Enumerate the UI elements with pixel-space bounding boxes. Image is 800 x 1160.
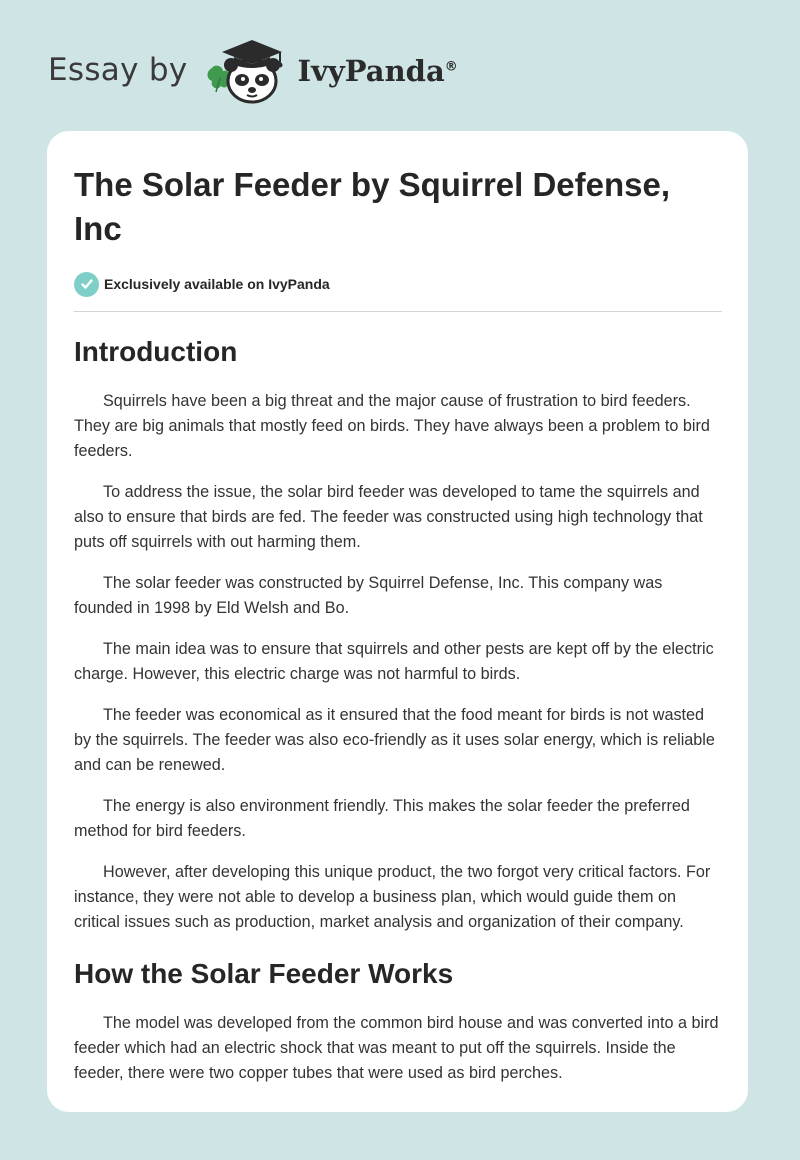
badge-label: Exclusively available on IvyPanda	[104, 276, 330, 292]
brand-prefix: Essay by	[48, 52, 188, 88]
divider	[74, 311, 722, 312]
exclusive-badge	[74, 271, 722, 297]
paragraph: The solar feeder was constructed by Squirrel Defense, Inc. This company was founded in 1998 by Eld Welsh and Bo.	[74, 574, 663, 617]
paragraph: To address the issue, the solar bird feeder was developed to tame the squirrels and also to ensure that birds are fed. The feeder was constructed using high technology that puts off squirrels with out harming them.	[74, 483, 703, 551]
section-heading: How the Solar Feeder Works	[74, 958, 454, 989]
section-introduction	[74, 335, 722, 935]
panda-graduation-cap-icon	[202, 34, 294, 106]
article-card	[47, 131, 748, 1112]
paragraph: The main idea was to ensure that squirrels and other pests are kept off by the electric charge. However, this electric charge was not harmful to birds.	[74, 640, 714, 683]
section-how-it-works	[74, 957, 722, 1086]
paragraph: The model was developed from the common bird house and was converted into a bird feeder which had an electric shock that was meant to put off the squirrels. Inside the feeder, there were two copper tubes that were used as bird perches.	[74, 1014, 719, 1082]
paragraph: However, after developing this unique product, the two forgot very critical factors. For instance, they were not able to develop a business plan, which would guide them on critical issues such as production, market analysis and organization of their company.	[74, 863, 711, 931]
paragraph: The feeder was economical as it ensured that the food meant for birds is not wasted by the squirrels. The feeder was also eco-friendly as it uses solar energy, which is reliable and can be renewed.	[74, 706, 715, 774]
paragraph: The energy is also environment friendly. This makes the solar feeder the preferred method for bird feeders.	[74, 797, 690, 840]
brand-header	[48, 34, 458, 106]
brand-name: IvyPanda®	[297, 54, 458, 88]
section-heading: Introduction	[74, 336, 238, 367]
check-circle-icon	[74, 272, 99, 297]
paragraph: Squirrels have been a big threat and the major cause of frustration to bird feeders. They are big animals that mostly feed on birds. They have always been a problem to bird feeders.	[74, 392, 710, 460]
page-title: The Solar Feeder by Squirrel Defense, Inc	[74, 166, 671, 247]
